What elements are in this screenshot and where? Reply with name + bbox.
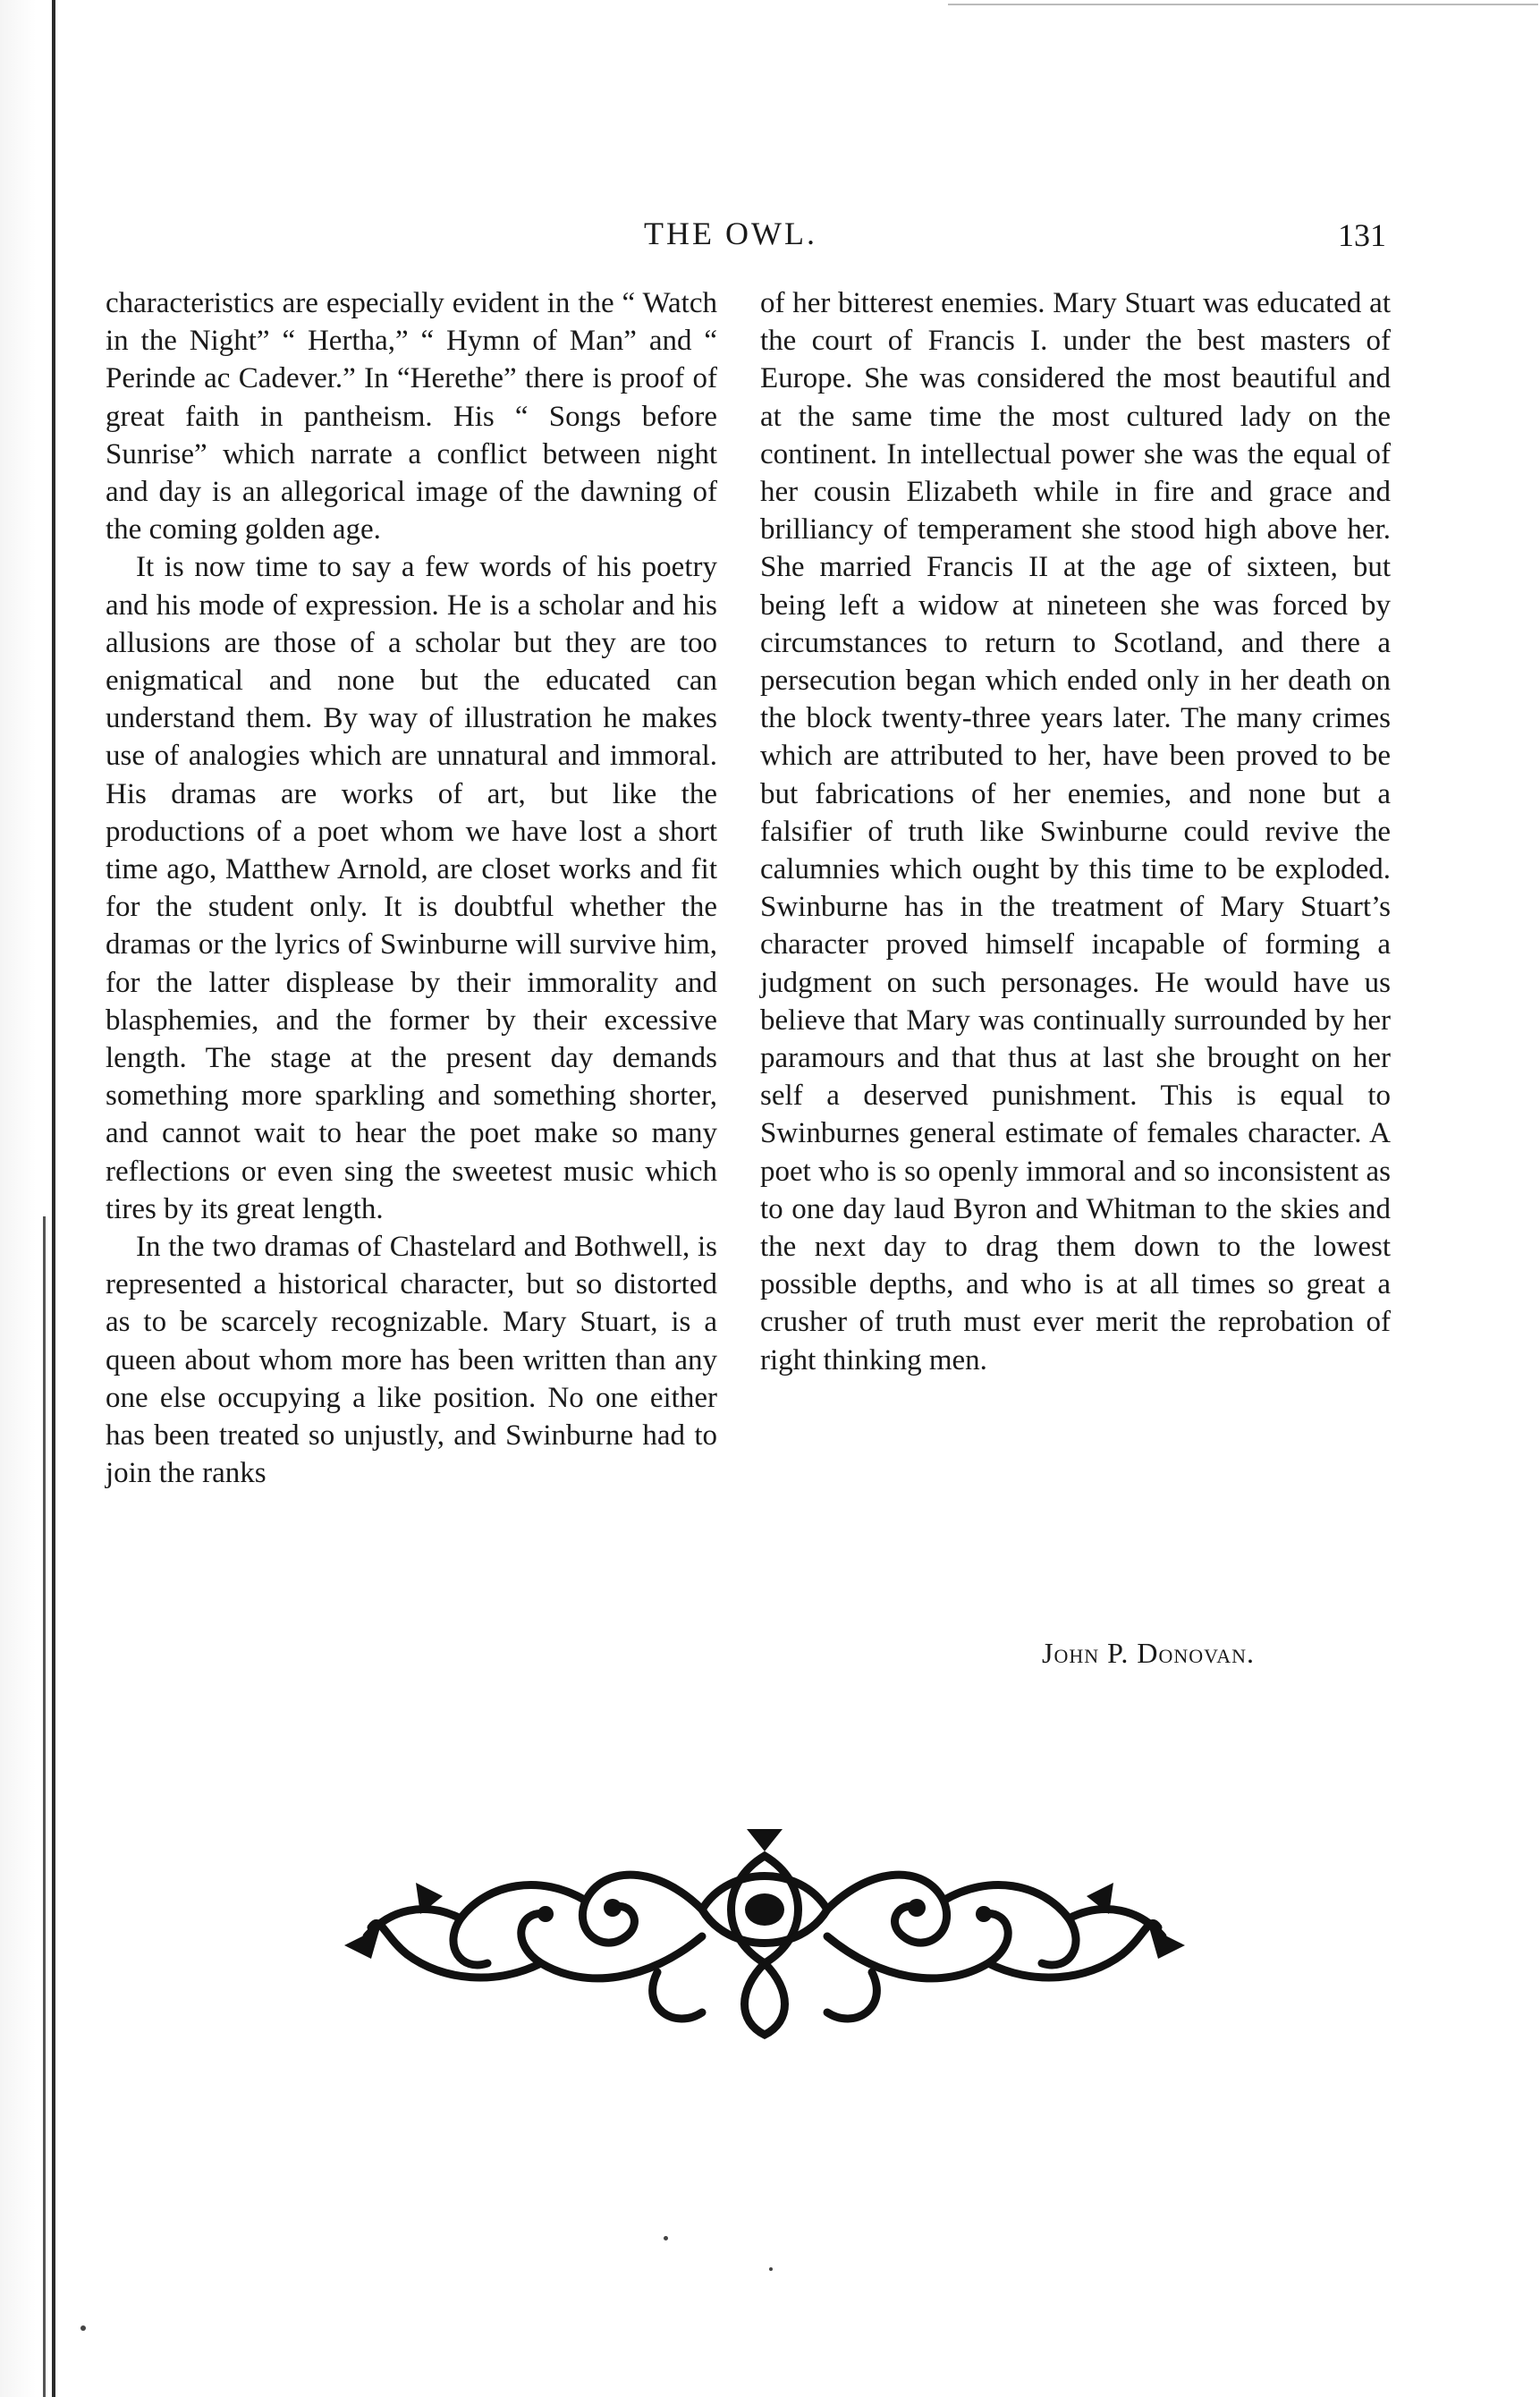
running-title: THE OWL. [644,216,817,251]
top-edge-rule [948,4,1538,5]
paper-speck [664,2236,668,2240]
binding-edge-line-inner [43,1216,46,2397]
binding-edge-line [52,0,55,2397]
page-header [107,215,1386,259]
paragraph: characteristics are especially evident in the “ Watch in the Night” “ Hertha,” “ Hymn of Man” and “ Perinde ac Cadever.” In “Herethe” there is proof of great faith in pantheism. His “ Songs before Sunrise” which narrate a conflict between night and day is an allegorical image of the dawning of the coming golden age. [106,287,717,546]
right-column [760,284,1391,1379]
paragraph: of her bitterest enemies. Mary Stuart was educated at the court of Francis I. under the best masters of Europe. She was considered the most beautiful and at the same time the most cultured lady on the continent. In intellectual power she was the equal of her cousin Elizabeth while in fire and grace and brilliancy of temperament she stood high above her. She married Francis II at the age of sixteen, but being left a widow at nineteen she was forced by circumstances to return to Scotland, and there a persecution began which ended only in her death on the block twenty-three years later. The many crimes which are attributed to her, have been proved to be but fabrications of her enemies, and none but a falsifier of truth like Swinburne could revive the calumnies which ought by this time to be exploded. Swinburne has in the treatment of Mary Stuart’s character proved himself incapable of forming a judgment on such personages. He would have us believe that Mary was continually surrounded by her paramours and that thus at last she brought on her self a deserved punishment. This is equal to Swinburnes general estimate of females character. A poet who is so openly immoral and so inconsistent as to one day laud Byron and Whitman to the skies and the next day to drag them down to the lowest possible depths, and who is at all times so great a crusher of truth must ever merit the reprobation of right thinking men. [760,287,1391,1376]
author-signature: John P. Donovan. [1042,1637,1255,1669]
paper-speck [80,2325,86,2331]
paper-speck [769,2267,773,2271]
paragraph: It is now time to say a few words of his poetry and his mode of expression. He is a scholar and his allusions are those of a scholar but they are too enigmatical and none but the educated can understand them. By way of illustration he makes use of analogies which are unnatural and immoral. His dramas are works of art, but like the productions of a poet whom we have lost a short time ago, Matthew Arnold, are closet works and fit for the student only. It is doubtful whether the dramas or the lyrics of Swinburne will survive him, for the latter displease by their immorality and blasphemies, and the former by their excessive length. The stage at the present day demands something more sparkling and something shorter, and cannot wait to hear the poet make so many reflections or even sing the sweetest music which tires by its great length. [106,551,717,1225]
paragraph: In the two dramas of Chastelard and Bothwell, is represented a historical character, but so distorted as to be scarcely recognizable. Mary Stuart, is a queen about whom more has been written than any one else occupying a like position. No one either has been treated so unjustly, and Swinburne had to join the ranks [106,1231,717,1490]
page-binding-shadow [0,0,70,2397]
page-number: 131 [1338,217,1386,253]
floral-scroll-ornament-icon [317,1829,1212,2044]
left-column [106,284,717,1493]
